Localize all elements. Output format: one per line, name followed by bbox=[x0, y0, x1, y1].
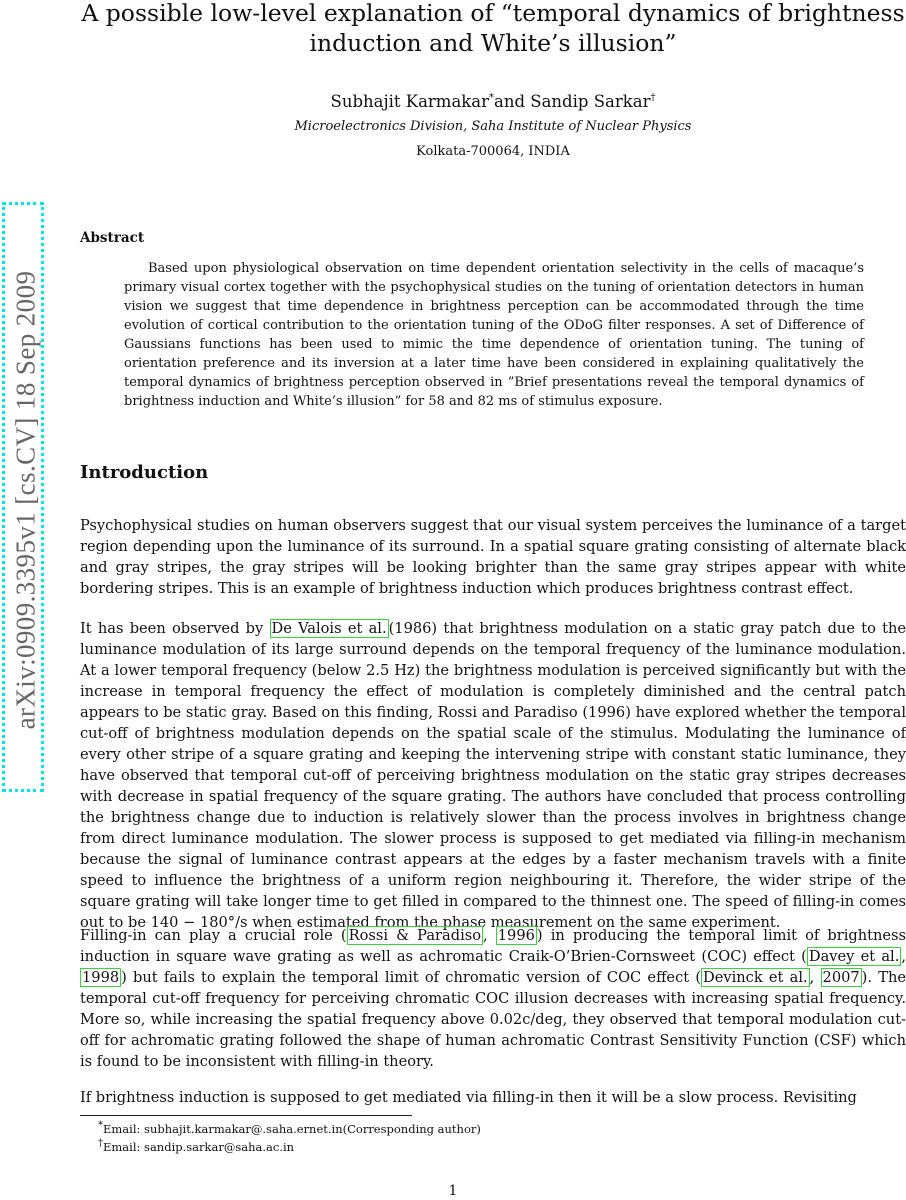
title-line-2: induction and White’s illusion” bbox=[309, 29, 677, 57]
citation-link-davey-year[interactable]: 1998 bbox=[82, 969, 120, 986]
arxiv-identifier[interactable]: arXiv:0909.3395v1 [cs.CV] 18 Sep 2009 bbox=[10, 270, 41, 730]
citation-link-rossi-year[interactable]: 1996 bbox=[497, 927, 535, 944]
citation-link-davey[interactable]: Davey et al. bbox=[808, 948, 900, 965]
footnote-1-mark: * bbox=[98, 1120, 103, 1131]
paragraph-text: If brightness induction is supposed to get mediated via filling-in then it will be a slow process. Revisiting bbox=[80, 1089, 857, 1106]
abstract-heading: Abstract bbox=[80, 230, 145, 246]
intro-paragraph-4 bbox=[80, 1087, 906, 1108]
footnote-2-mark: † bbox=[98, 1138, 103, 1149]
affiliation: Microelectronics Division, Saha Institute of Nuclear Physics bbox=[294, 119, 692, 134]
paragraph-text-segment: ) but fails to explain the temporal limit of chromatic version of COC effect ( bbox=[121, 969, 702, 986]
footnote-1-text: Email: subhajit.karmakar@.saha.ernet.in(Corresponding author) bbox=[103, 1121, 481, 1136]
arxiv-sidebar[interactable] bbox=[2, 202, 44, 792]
affiliation-city: Kolkata-700064, INDIA bbox=[416, 144, 570, 159]
author-1: Subhajit Karmakar bbox=[330, 92, 490, 111]
citation-separator: , bbox=[483, 927, 496, 944]
citation-link-rossi[interactable]: Rossi & Paradiso bbox=[348, 927, 482, 944]
paragraph-text-segment: It has been observed by bbox=[80, 620, 270, 637]
citation-link-devinck-year[interactable]: 2007 bbox=[822, 969, 860, 986]
paragraph-text bbox=[80, 618, 906, 933]
citation-separator: , bbox=[809, 969, 821, 986]
page-number: 1 bbox=[448, 1183, 458, 1199]
author-2-mark: † bbox=[650, 92, 656, 104]
citation-separator: , bbox=[901, 948, 906, 965]
intro-paragraph-2 bbox=[80, 618, 906, 933]
intro-paragraph-1 bbox=[80, 515, 906, 599]
author-1-mark: * bbox=[489, 92, 495, 104]
footnote-1 bbox=[98, 1120, 481, 1136]
intro-paragraph-3 bbox=[80, 925, 906, 1072]
paragraph-text bbox=[80, 925, 906, 1072]
title-line-1: A possible low-level explanation of “temporal dynamics of brightness bbox=[81, 0, 905, 27]
paragraph-text-segment: Filling-in can play a crucial role ( bbox=[80, 927, 347, 944]
paragraph-text-segment: ). The temporal cut-off frequency for perceiving chromatic COC illusion decreases with increasing spatial frequency. More so, while increasing the spatial frequency above 0.02c/deg, they observed that temporal modulation cut-off for achromatic grating followed the shape of human achromatic Contrast Sensitivity Function (CSF) which is found to be inconsistent with filling-in theory. bbox=[80, 969, 906, 1070]
abstract-text: Based upon physiological observation on time dependent orientation selectivity in the cells of macaque’s primary visual cortex together with the psychophysical studies on the tuning of orientation detectors in human vision we suggest that time dependence in brightness perception can be accommodated through the time evolution of cortical contribution to the orientation tuning of the ODoG filter responses. A set of Difference of Gaussians functions has been used to mimic the time dependence of orientation tuning. The tuning of orientation preference and its inversion at a later time have been considered in explaining qualitatively the temporal dynamics of brightness perception observed in ”Brief presentations reveal the temporal dynamics of brightness induction and White’s illusion” for 58 and 82 ms of stimulus exposure. bbox=[124, 261, 864, 409]
footnote-2 bbox=[98, 1138, 294, 1154]
author-list bbox=[80, 92, 906, 111]
footnote-2-text: Email: sandip.sarkar@saha.ac.in bbox=[103, 1139, 295, 1154]
paragraph-text-segment: (1986) that brightness modulation on a static gray patch due to the luminance modulation of its large surround depends on the temporal frequency of the luminance modulation. At a lower temporal frequency (below 2.5 Hz) the brightness modulation is perceived significantly but with the increase in temporal frequency the effect of modulation is completely diminished and the central patch appears to be static gray. Based on this finding, Rossi and Paradiso (1996) have explored whether the temporal cut-off of brightness modulation depends on the spatial scale of the stimulus. Modulating the luminance of every other stripe of a square grating and keeping the intervening stripe with constant static luminance, they have observed that temporal cut-off of perceiving brightness modulation on the static gray stripes decreases with decrease in spatial frequency of the square grating. The authors have concluded that process controlling the brightness change due to induction is relatively slower than the process involves in brightness change from direct luminance modulation. The slower process is supposed to get mediated via filling-in mechanism because the signal of luminance contrast appears at the edges by a faster mechanism travels with a finite speed to influence the brightness of a uniform region neighbouring it. Therefore, the wider stripe of the square grating will take longer time to get filled in compared to the thinnest one. The speed of filling-in comes out to be 140 − 180°/s when estimated from the phase measurement on the same experiment. bbox=[80, 620, 906, 931]
citation-link-de-valois[interactable]: De Valois et al. bbox=[271, 620, 387, 637]
paragraph-text: Psychophysical studies on human observers suggest that our visual system perceives the luminance of a target region depending upon the luminance of its surround. In a spatial square grating consisting of alternate black and gray stripes, the gray stripes will be looking brighter than the same gray stripes appear with white bordering stripes. This is an example of brightness induction which produces brightness contrast effect. bbox=[80, 517, 906, 597]
section-heading-introduction: Introduction bbox=[80, 462, 209, 483]
footnote-rule bbox=[80, 1115, 412, 1116]
author-2: and Sandip Sarkar bbox=[494, 92, 651, 111]
paper-title bbox=[80, 0, 906, 58]
paragraph-text-segment: ) in producing the temporal limit of brightness induction in square wave grating as well as achromatic Craik-O’Brien-Cornsweet (COC) effect ( bbox=[80, 927, 906, 965]
citation-link-devinck[interactable]: Devinck et al. bbox=[703, 969, 808, 986]
